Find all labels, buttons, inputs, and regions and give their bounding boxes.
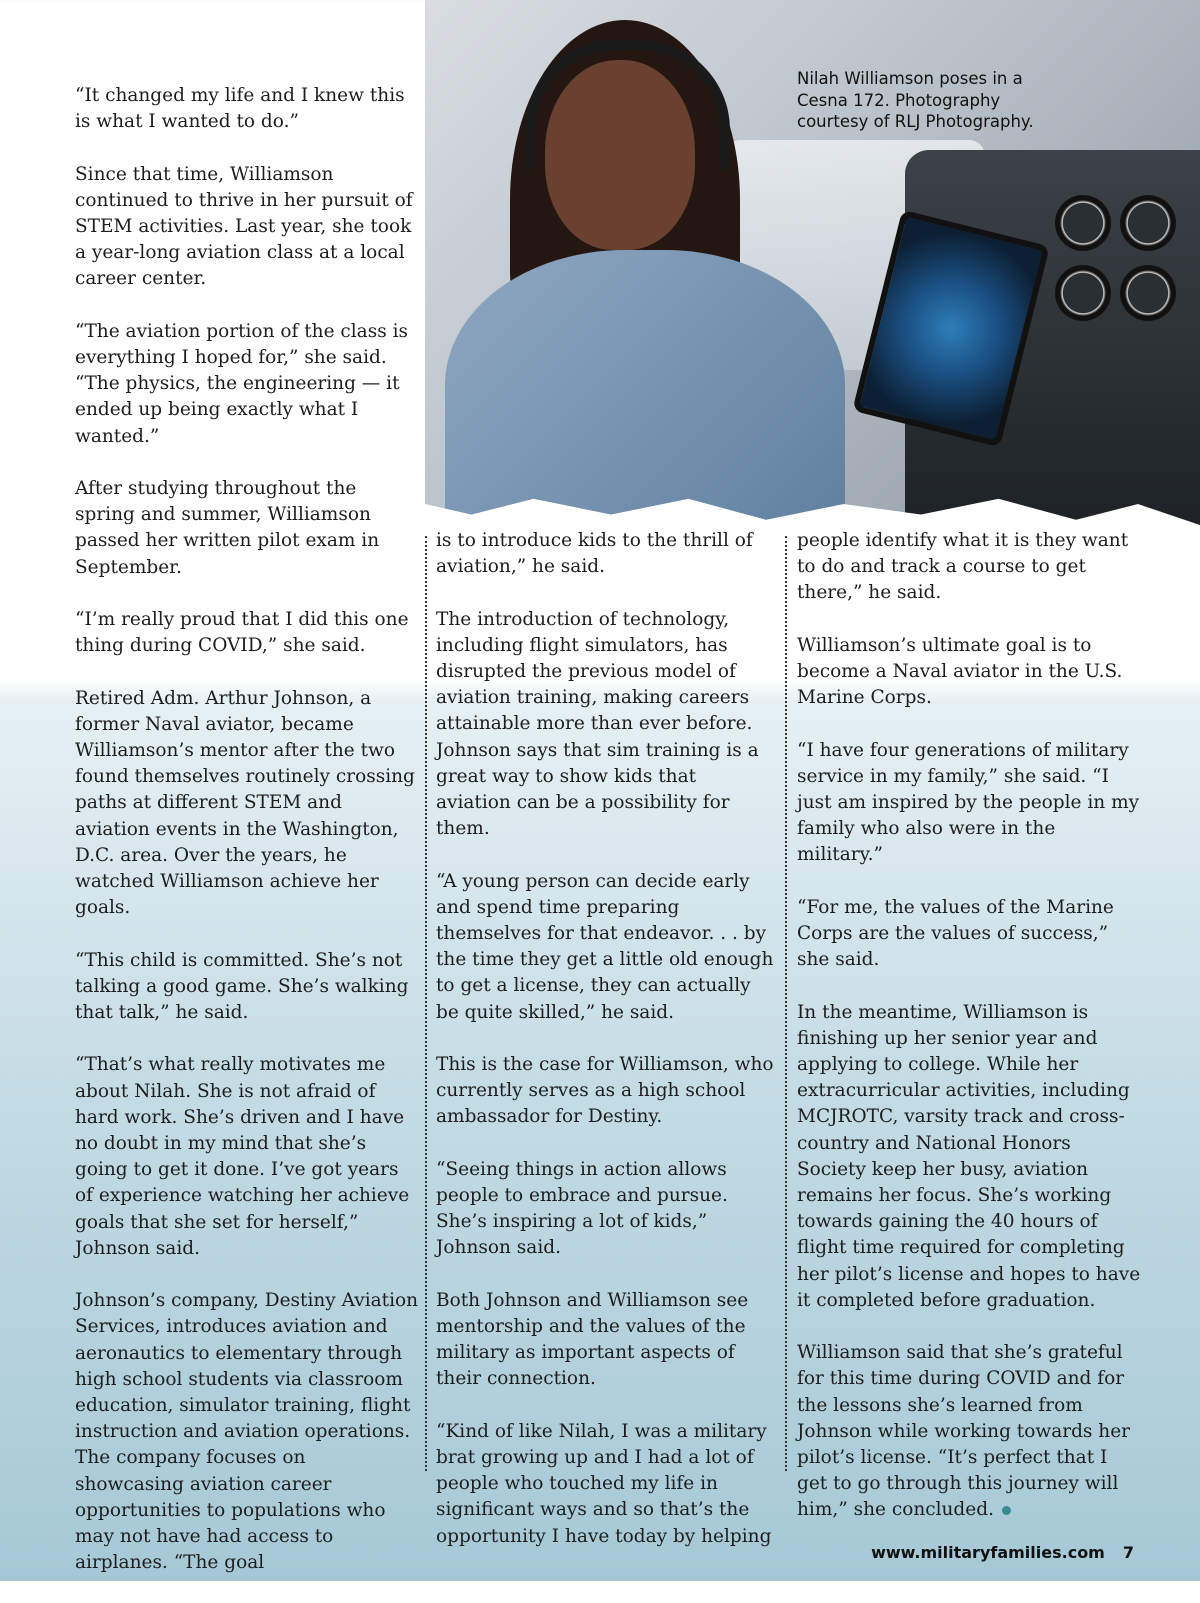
paragraph: “The aviation portion of the class is everything I hoped for,” she said. “The physics, the engineering — it ended up being exactly what I wanted.” [75, 320, 408, 447]
paragraph: The introduction of technology, including flight simulators, has disrupted the previous model of aviation training, making careers attainable more than ever before. Johnson says that sim training is a great way to show kids that aviation can be a possibility for them. [436, 608, 759, 840]
gauge-icon [1055, 195, 1111, 251]
paragraph: “Kind of like Nilah, I was a military brat growing up and I had a lot of people who touched my life in significant ways and so that’s the opportunity I have today by helping [436, 1420, 772, 1547]
article-column-3 [797, 528, 1142, 1550]
paragraph: Retired Adm. Arthur Johnson, a former Naval aviator, became Williamson’s mentor after the two found themselves routinely crossing paths at different STEM and aviation events in the Washington, D.C. area. Over the years, he watched Williamson achieve her goals. [75, 687, 415, 919]
paragraph: After studying throughout the spring and summer, Williamson passed her written pilot exam in September. [75, 478, 380, 578]
end-mark-icon [1002, 1506, 1011, 1515]
paragraph: is to introduce kids to the thrill of aviation,” he said. [436, 530, 753, 578]
pilot-jacket [445, 250, 845, 525]
photo-caption: Nilah Williamson poses in a Cesna 172. Photography courtesy of RLJ Photography. [797, 69, 1034, 131]
gauge-icon [1055, 265, 1111, 321]
paragraph: “I’m really proud that I did this one thing during COVID,” she said. [75, 609, 409, 657]
paragraph: “It changed my life and I knew this is what I wanted to do.” [75, 85, 405, 133]
paragraph-text: Williamson said that she’s grateful for this time during COVID and for the lessons she’s learned from Johnson while working towards her pilot’s license. “It’s perfect that I get to go through this journey will him,” she concluded. [797, 1342, 1131, 1521]
paragraph: “Seeing things in action allows people to embrace and pursue. She’s inspiring a lot of kids,” Johnson said. [436, 1158, 728, 1259]
paragraph: Williamson’s ultimate goal is to become a Naval aviator in the U.S. Marine Corps. [797, 634, 1123, 709]
paragraph-final [797, 1340, 1142, 1523]
paragraph: people identify what it is they want to do and track a course to get there,” he said. [797, 530, 1129, 604]
paragraph: “For me, the values of the Marine Corps are the values of success,” she said. [797, 896, 1114, 971]
paragraph: This is the case for Williamson, who currently serves as a high school ambassador for Destiny. [436, 1054, 774, 1128]
page-number: 7 [1122, 1543, 1134, 1562]
paragraph: Both Johnson and Williamson see mentorship and the values of the military as important aspects of their connection. [436, 1289, 749, 1390]
paragraph: “This child is committed. She’s not talking a good game. She’s walking that talk,” he said. [75, 949, 409, 1024]
column-divider [785, 536, 787, 1471]
gauge-icon [1120, 265, 1176, 321]
paragraph: “That’s what really motivates me about Nilah. She is not afraid of hard work. She’s driven and I have no doubt in my mind that she’s going to get it done. I’ve got years of experience watching her achieve goals that she set for herself,” Johnson said. [75, 1054, 410, 1259]
gauge-icon [1120, 195, 1176, 251]
paragraph: Johnson’s company, Destiny Aviation Services, introduces aviation and aeronautics to elementary through high school students via classroom education, simulator training, flight instruction and aviation operations. The company focuses on showcasing aviation career opportunities to populations who may not have had access to airplanes. “The goal [75, 1290, 419, 1574]
footer-url[interactable]: www.militaryfamilies.com [871, 1543, 1105, 1562]
paragraph: Since that time, Williamson continued to thrive in her pursuit of STEM activities. Last year, she took a year-long aviation class at a local career center. [75, 163, 413, 290]
column-divider [425, 536, 427, 1471]
paragraph: “A young person can decide early and spend time preparing themselves for that endeavor. . . by the time they get a little old enough to get a license, they can actually be quite skilled,” he said. [436, 870, 774, 1023]
article-column-1 [75, 83, 420, 1603]
page-footer [871, 1543, 1134, 1562]
paragraph: In the meantime, Williamson is finishing up her senior year and applying to college. While her extracurricular activities, including MCJROTC, varsity track and cross-country and National Honors Society keep her busy, aviation remains her focus. She’s working towards gaining the 40 hours of flight time required for completing her pilot’s license and hopes to have it completed before graduation. [797, 1001, 1141, 1311]
paragraph: “I have four generations of military service in my family,” she said. “I just am inspired by the people in my family who also were in the military.” [797, 739, 1140, 866]
article-column-2 [436, 528, 776, 1576]
